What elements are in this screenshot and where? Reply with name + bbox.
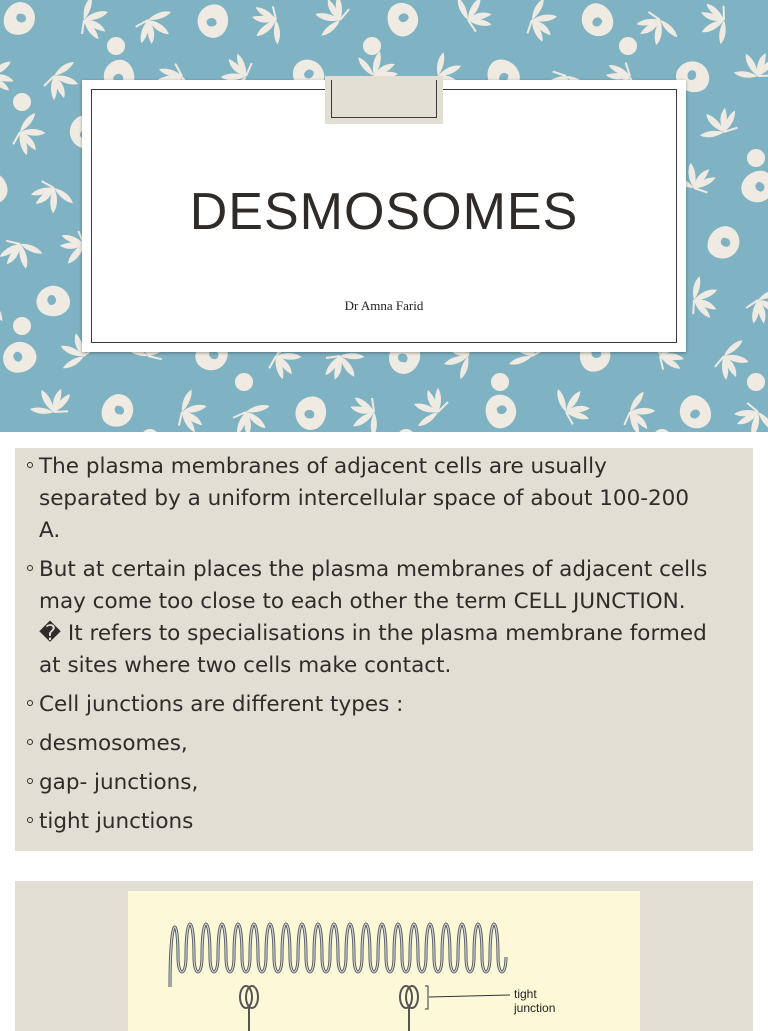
title-slide xyxy=(0,0,768,432)
leaf-shape xyxy=(696,100,744,149)
dot-shape xyxy=(141,429,159,432)
bullet-item xyxy=(29,451,709,547)
dot-shape xyxy=(747,149,765,167)
bullet-circle-icon xyxy=(27,700,33,706)
paisley-shape xyxy=(31,279,75,323)
paisley-shape xyxy=(705,223,742,261)
cell-junction-diagram xyxy=(128,891,640,1031)
paisley-shape xyxy=(101,393,135,428)
dot-shape xyxy=(491,373,509,391)
leaf-shape xyxy=(713,340,750,381)
leaf-shape xyxy=(452,0,496,34)
leaf-shape xyxy=(517,0,564,46)
bullet-circle-icon xyxy=(27,739,33,745)
dot-shape xyxy=(397,429,415,432)
bullet-text: But at certain places the plasma membranes of adjacent cells may come too close to each other the term CELL JUNCTION. � It refers to specialisations in the plasma membrane formed at sites where two cells make contact. xyxy=(39,557,708,678)
leaf-shape xyxy=(166,387,215,432)
leaf-shape xyxy=(228,395,273,432)
bullet-item xyxy=(29,554,709,682)
diagram-slide xyxy=(15,881,753,1031)
dot-shape xyxy=(747,373,765,391)
bullet-circle-icon xyxy=(27,778,33,784)
dot-shape xyxy=(107,37,125,55)
dot-shape xyxy=(619,37,637,55)
bullet-item xyxy=(29,767,709,799)
junction-left-icon xyxy=(240,986,258,1031)
leaf-shape xyxy=(690,0,741,47)
leaf-shape xyxy=(314,0,351,36)
leaf-shape xyxy=(132,4,175,50)
leaf-shape xyxy=(28,175,74,218)
leaf-shape xyxy=(414,388,448,426)
slide-subtitle: Dr Amna Farid xyxy=(344,298,424,313)
bullet-circle-icon xyxy=(27,462,33,468)
leaf-shape xyxy=(7,112,50,158)
leaf-shape xyxy=(0,288,5,325)
leaf-shape xyxy=(340,390,391,432)
slide-title: DESMOSOMES xyxy=(189,183,579,241)
paisley-shape xyxy=(576,0,619,42)
bullet-item xyxy=(29,728,709,760)
dot-shape xyxy=(13,93,31,111)
tight-junction-label: tight junction xyxy=(514,987,556,1015)
paisley-shape xyxy=(737,165,768,208)
paisley-shape xyxy=(0,335,42,380)
leaf-shape xyxy=(550,385,596,428)
leaf-shape xyxy=(635,8,678,48)
bullet-item xyxy=(29,806,709,838)
title-tab-border xyxy=(331,80,437,118)
bullet-text: The plasma membranes of adjacent cells are usually separated by a uniform intercellular space of about 100-200 A. xyxy=(39,454,690,543)
paisley-shape xyxy=(0,168,13,209)
paisley-shape xyxy=(478,389,523,432)
leaf-shape xyxy=(733,401,768,432)
leaf-shape xyxy=(243,0,293,48)
leaf-shape xyxy=(0,228,45,277)
leaf-shape xyxy=(44,62,78,100)
bullet-text: tight junctions xyxy=(39,809,194,834)
leaf-shape xyxy=(616,390,661,432)
dot-shape xyxy=(363,37,381,55)
bullet-item xyxy=(29,689,709,721)
bullet-circle-icon xyxy=(27,565,33,571)
paisley-shape xyxy=(674,390,718,432)
bullet-circle-icon xyxy=(27,817,33,823)
paisley-shape xyxy=(292,393,331,432)
paisley-shape xyxy=(193,0,234,42)
bullet-list xyxy=(29,451,709,845)
dot-shape xyxy=(653,429,671,432)
content-slide xyxy=(15,448,753,851)
junction-right-icon xyxy=(400,986,418,1031)
leaf-shape xyxy=(0,48,24,98)
label-leader-line xyxy=(429,995,510,997)
leaf-shape xyxy=(27,378,78,429)
paisley-shape xyxy=(4,2,35,35)
bullet-text: desmosomes, xyxy=(39,731,188,756)
dot-shape xyxy=(13,317,31,335)
leaf-shape xyxy=(0,387,2,431)
bullet-text: Cell junctions are different types : xyxy=(39,692,404,717)
leaf-shape xyxy=(731,42,768,93)
bullet-text: gap- junctions, xyxy=(39,770,199,795)
title-card xyxy=(82,80,686,352)
leaf-shape xyxy=(68,0,118,45)
paisley-shape xyxy=(380,0,425,42)
dot-shape xyxy=(235,373,253,391)
junction-bracket xyxy=(425,986,428,1009)
leaf-shape xyxy=(744,284,768,328)
